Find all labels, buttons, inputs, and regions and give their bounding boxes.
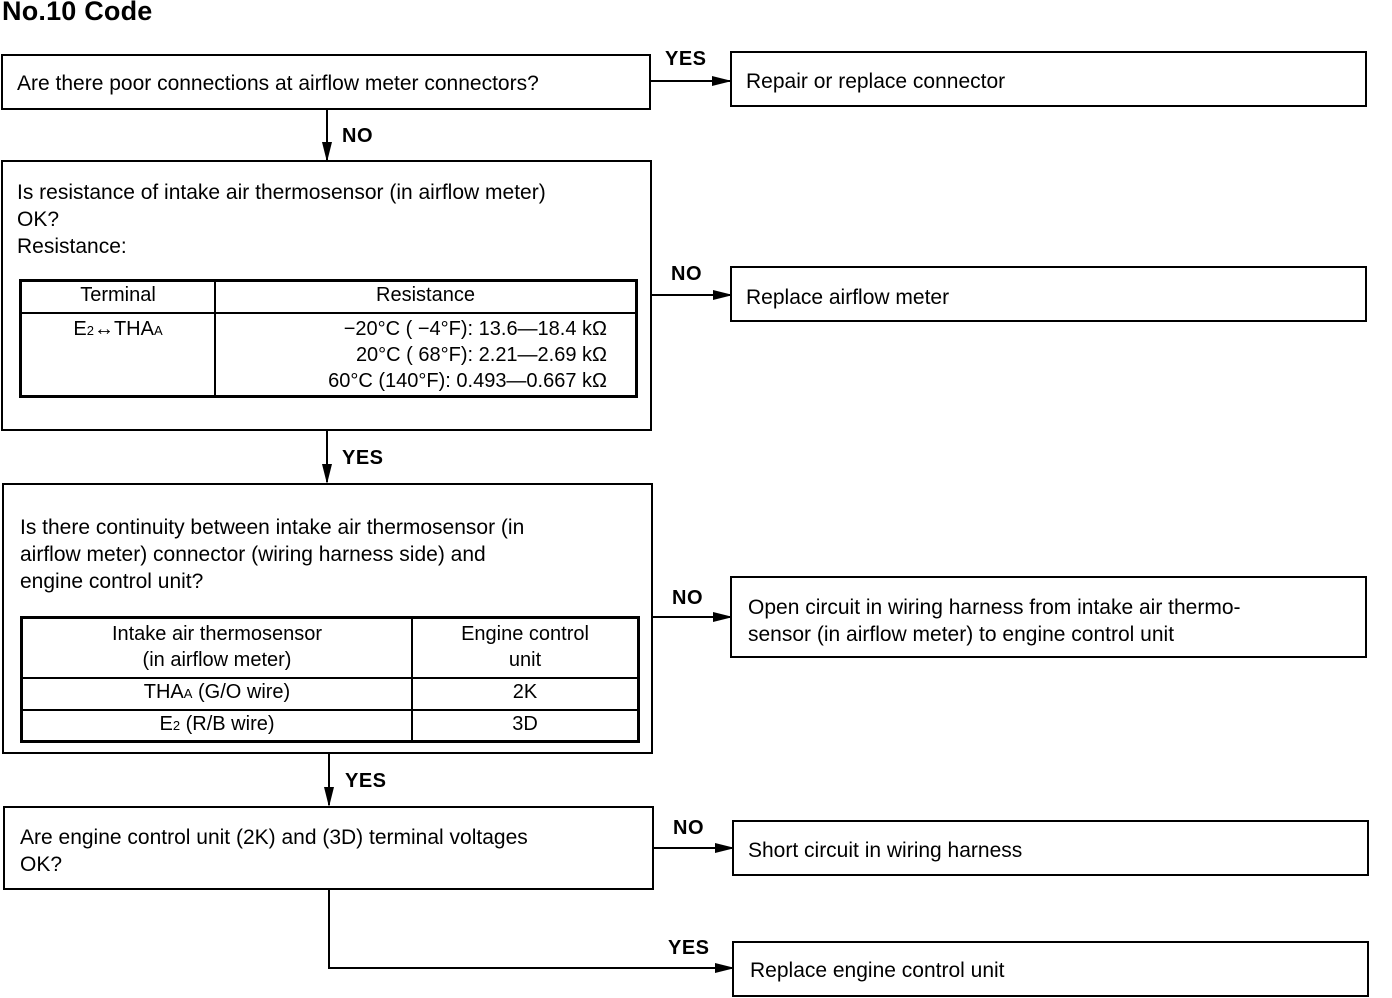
continuity-table xyxy=(20,616,640,743)
resistance-table xyxy=(19,279,638,398)
table-header: Terminal xyxy=(21,281,216,313)
result-text: Short circuit in wiring harness xyxy=(748,839,1023,862)
branch-label-yes: YES xyxy=(665,48,707,70)
branch-label-no: NO xyxy=(342,125,373,147)
branch-label-no: NO xyxy=(672,587,703,609)
table-cell: E2 (R/B wire) xyxy=(22,710,413,742)
result-box-3 xyxy=(730,576,1367,658)
terminal-cell: E2↔THAA xyxy=(21,313,216,397)
resistance-cell: −20°C ( −4°F): 13.6—18.4 kΩ 20°C ( 68°F): 2.21—2.69 kΩ 60°C (140°F): 0.493—0.667 kΩ xyxy=(215,313,637,397)
result-box-5 xyxy=(732,941,1369,997)
branch-label-yes: YES xyxy=(668,937,710,959)
branch-label-yes: YES xyxy=(342,447,384,469)
question-box-2 xyxy=(1,160,652,431)
table-header: Engine control unit xyxy=(412,618,639,678)
table-cell: 3D xyxy=(412,710,639,742)
table-cell: 2K xyxy=(412,678,639,710)
table-cell: THAA (G/O wire) xyxy=(22,678,413,710)
result-text: Replace airflow meter xyxy=(746,286,950,309)
page-title: No.10 Code xyxy=(2,0,153,26)
table-header: Resistance xyxy=(215,281,637,313)
result-text: Repair or replace connector xyxy=(746,70,1006,93)
branch-label-no: NO xyxy=(673,817,704,839)
question-text: Is there continuity between intake air thermosensor (in airflow meter) connector (wiring harness side) and engine control unit? xyxy=(20,516,525,593)
result-box-2 xyxy=(730,266,1367,322)
question-text: Are engine control unit (2K) and (3D) terminal voltages OK? xyxy=(20,826,528,876)
result-box-4 xyxy=(732,820,1369,876)
question-text: Are there poor connections at airflow meter connectors? xyxy=(17,72,539,95)
question-box-4 xyxy=(3,806,654,890)
branch-label-yes: YES xyxy=(345,770,387,792)
branch-label-no: NO xyxy=(671,263,702,285)
question-box-3 xyxy=(2,483,653,754)
result-box-1 xyxy=(730,51,1367,107)
result-text: Open circuit in wiring harness from intake air thermo- sensor (in airflow meter) to engine control unit xyxy=(748,596,1241,646)
table-header: Intake air thermosensor (in airflow meter) xyxy=(22,618,413,678)
result-text: Replace engine control unit xyxy=(750,959,1005,982)
question-box-1 xyxy=(1,54,651,110)
question-text: Is resistance of intake air thermosensor (in airflow meter) OK? Resistance: xyxy=(17,181,546,258)
